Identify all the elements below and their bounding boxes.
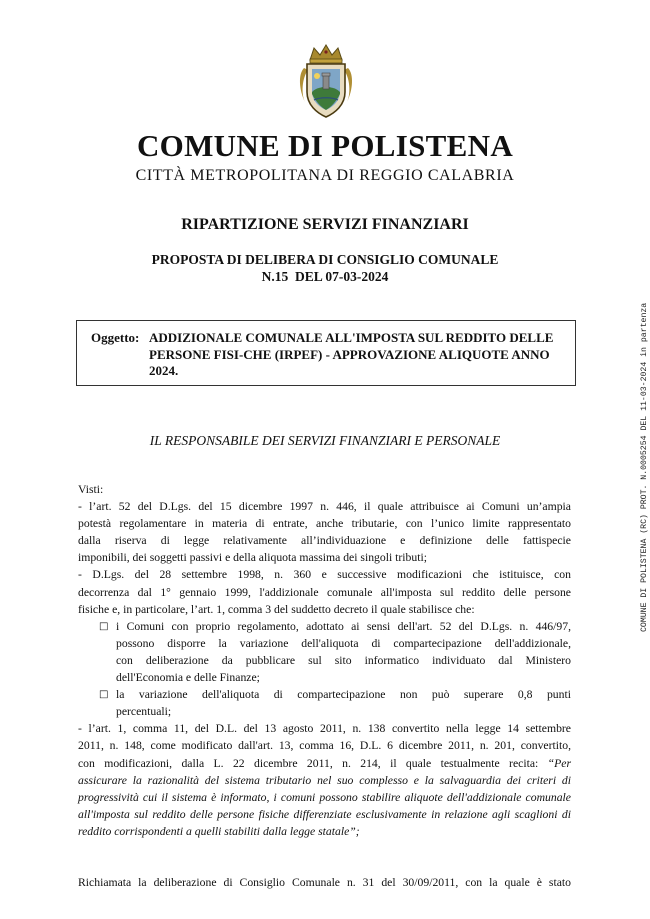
protocol-stamp: COMUNE DI POLISTENA (RC) PROT. N.0005254 DEL 11-03-2024 in partenza <box>640 302 649 632</box>
quote-line: reddito corrispondenti a quelli stabiliti dalla legge statale”; <box>78 824 360 838</box>
text-line: - D.Lgs. del 28 settembre 1998, n. 360 e successive modificazioni che istituisce, con <box>78 568 571 582</box>
checkbox-bullet-icon: □ <box>99 620 109 632</box>
quote-line: progressività cui il sistema è informato, i comuni possono stabilire aliquote dell'addizionale comunale <box>78 790 571 804</box>
paragraph-spacer <box>78 857 571 874</box>
subject-line: PERSONE FISI-CHE (IRPEF) - APPROVAZIONE ALIQUOTE ANNO <box>149 346 550 362</box>
coat-of-arms-emblem <box>296 42 356 122</box>
text-line: imponibili, dei soggetti passivi e della aliquota massima dei singoli tributi; <box>78 551 427 565</box>
proposal-number-date: N.15 DEL 07-03-2024 <box>261 269 389 284</box>
official-title: IL RESPONSABILE DEI SERVIZI FINANZIARI E PERSONALE <box>149 433 501 448</box>
municipality-name: COMUNE DI POLISTENA <box>136 128 514 163</box>
bullet-item <box>78 686 571 720</box>
text-line: dell'Economia e delle Finanze; <box>116 671 260 685</box>
text-line: 2011, n. 148, come modificato dall'art. 13, comma 16, D.L. 6 dicembre 2011, n. 201, convertito, <box>78 739 571 753</box>
department-title: RIPARTIZIONE SERVIZI FINANZIARI <box>181 216 469 233</box>
subject-line: 2024. <box>149 363 179 378</box>
subject-label: Oggetto: <box>91 330 140 345</box>
proposal-title: PROPOSTA DI DELIBERA DI CONSIGLIO COMUNALE <box>151 252 499 267</box>
text-line: potestà regolamentare in materia di entrate, anche tributarie, con l’unico limite rappresentato <box>78 517 571 531</box>
subject-line: ADDIZIONALE COMUNALE ALL'IMPOSTA SUL REDDITO DELLE <box>149 330 554 345</box>
text-line: decorrenza dal 1° gennaio 1999, l'addizionale comunale all'imposta sul reddito delle persone <box>78 585 571 599</box>
paragraph-art52 <box>78 498 571 566</box>
text-line: i Comuni con proprio regolamento, adottato ai sensi dell'art. 52 del D.Lgs. n. 446/97, <box>116 619 571 633</box>
paragraph-dl138 <box>78 720 571 840</box>
subject-text <box>149 330 564 380</box>
text-line: fisiche e, in particolare, l’art. 1, comma 3 del suddetto decreto il quale stabilisce che: <box>78 602 475 616</box>
visti-heading: Visti: <box>78 483 104 496</box>
text-line: la variazione dell'aliquota di compartecipazione non può superare 0,8 punti <box>116 688 571 702</box>
text-line: con deliberazione da pubblicare sul sito informatico individuato dal Ministero <box>116 653 571 667</box>
text-line <box>78 755 571 772</box>
document-body <box>78 481 571 891</box>
quote-start: “Per <box>547 756 572 770</box>
metropolitan-city: CITTÀ METROPOLITANA DI REGGIO CALABRIA <box>135 167 515 184</box>
paragraph-dlgs360 <box>78 566 571 617</box>
text-line: - l’art. 52 del D.Lgs. del 15 dicembre 1997 n. 446, il quale attribuisce ai Comuni un’ampia <box>78 500 571 514</box>
quote-line: assicurare la razionalità del sistema tributario nel suo complesso e la salvaguardia dei criteri di <box>78 773 571 787</box>
text-fragment: con modificazioni, dalla L. 22 dicembre 2011, n. 214, il quale testualmente recita: <box>78 756 539 770</box>
text-line: dalla riserva di legge relativamente all’individuazione e definizione delle fattispecie <box>78 534 571 548</box>
text-line: - l’art. 1, comma 11, del D.L. del 13 agosto 2011, n. 138 convertito nella legge 14 settembre <box>78 722 571 736</box>
checkbox-bullet-icon: □ <box>99 689 109 701</box>
text-line: possono disporre la variazione dell'aliquota di compartecipazione dell'addizionale, <box>116 636 571 650</box>
subject-box <box>76 320 576 386</box>
proposal-heading <box>0 251 650 285</box>
bullet-item <box>78 618 571 686</box>
text-line: percentuali; <box>116 705 172 719</box>
paragraph-richiamata: Richiamata la deliberazione di Consiglio Comunale n. 31 del 30/09/2011, con la quale è stato <box>78 875 571 889</box>
paragraph-spacer <box>78 840 571 857</box>
quote-line: all'imposta sul reddito delle persone fisiche differenziate esclusivamente in relazione agli scaglioni di <box>78 807 571 821</box>
